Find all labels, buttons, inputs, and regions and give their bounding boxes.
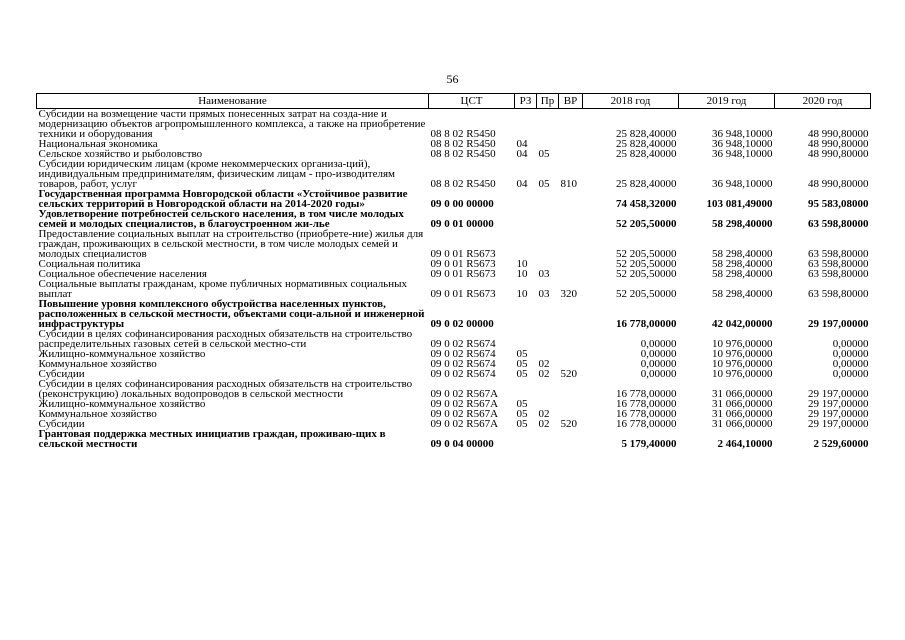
cell-rz: 05: [516, 418, 528, 430]
cell-name: Грантовая поддержка местных инициатив граждан, проживаю-щих в сельской местности: [38, 428, 386, 450]
cell-2018: 52 205,50000: [616, 258, 677, 270]
header-2019: 2019 год: [679, 94, 775, 109]
cell-2018: 25 828,40000: [616, 128, 677, 140]
cell-2020: 63 598,80000: [808, 218, 869, 230]
cell-vr: [559, 149, 583, 159]
cell-rz: 05: [516, 398, 528, 410]
table-row: [37, 329, 871, 349]
cell-2018: 0,00000: [640, 368, 677, 380]
header-cst: ЦСТ: [429, 94, 515, 109]
cell-cst: 09 0 02 R567A: [430, 398, 499, 410]
cell-cst: 09 0 01 R5673: [430, 268, 496, 280]
cell-2019: 103 081,49000: [706, 198, 773, 210]
cell-cst: 09 0 02 R5674: [430, 358, 496, 370]
cell-name: Предоставление социальных выплат на строительство (приобрете-ние) жилья для граждан, проживающих в сельской местности, в том числе молодых семей и молодых специалистов: [38, 228, 424, 260]
cell-cst: 09 0 02 R567A: [430, 388, 499, 400]
cell-name: Государственная программа Новгородской области «Устойчивое развитие сельских территорий в Новгородской области на 2014-2020 годы»: [38, 188, 408, 210]
cell-vr: [559, 229, 583, 259]
cell-pr: 02: [538, 418, 550, 430]
cell-2018: 52 205,50000: [616, 248, 677, 260]
cell-2018: 16 778,00000: [616, 318, 677, 330]
cell-rz: [515, 299, 537, 329]
cell-name: Коммунальное хозяйство: [38, 358, 157, 370]
cell-pr: 05: [538, 148, 550, 160]
cell-pr: 02: [538, 368, 550, 380]
cell-name: Сельское хозяйство и рыболовство: [38, 148, 203, 160]
cell-rz: 04: [516, 138, 528, 150]
cell-2018: 0,00000: [640, 338, 677, 350]
cell-2019: 36 948,10000: [712, 138, 773, 150]
cell-vr: [559, 209, 583, 229]
cell-vr: [559, 429, 583, 449]
cell-vr: [559, 299, 583, 329]
cell-2019: 58 298,40000: [712, 288, 773, 300]
cell-2018: 16 778,00000: [616, 398, 677, 410]
cell-rz: 05: [516, 408, 528, 420]
cell-pr: 03: [538, 268, 550, 280]
cell-cst: 08 8 02 R5450: [430, 148, 496, 160]
cell-name: Социальные выплаты гражданам, кроме публичных нормативных социальных выплат: [38, 278, 407, 300]
cell-pr: [537, 229, 559, 259]
cell-2020: 48 990,80000: [808, 138, 869, 150]
cell-vr: 520: [560, 368, 577, 380]
cell-vr: [559, 329, 583, 349]
cell-vr: 320: [560, 288, 577, 300]
budget-table: [36, 93, 871, 449]
cell-rz: [515, 229, 537, 259]
cell-name: Субсидии в целях софинансирования расходных обязательств на строительство (реконструкцию) локальных водопроводов в сельской местности: [38, 378, 413, 400]
table-header-row: [37, 94, 871, 109]
cell-2019: 58 298,40000: [712, 258, 773, 270]
cell-pr: 02: [538, 408, 550, 420]
cell-2019: 42 042,00000: [712, 318, 773, 330]
cell-pr: [537, 329, 559, 349]
cell-name: Социальное обеспечение населения: [38, 268, 207, 280]
cell-rz: [515, 109, 537, 140]
cell-2018: 0,00000: [640, 358, 677, 370]
cell-rz: [515, 329, 537, 349]
cell-2018: 25 828,40000: [616, 148, 677, 160]
cell-2019: 36 948,10000: [712, 178, 773, 190]
cell-pr: [537, 299, 559, 329]
cell-rz: 10: [516, 258, 528, 270]
cell-2020: 48 990,80000: [808, 178, 869, 190]
cell-2019: 10 976,00000: [712, 358, 773, 370]
table-body: [37, 109, 871, 450]
table-row: [37, 299, 871, 329]
cell-vr: [559, 349, 583, 359]
header-2020: 2020 год: [775, 94, 871, 109]
cell-2018: 25 828,40000: [616, 138, 677, 150]
cell-rz: [515, 209, 537, 229]
page-number: 56: [446, 72, 459, 86]
cell-cst: 09 0 01 00000: [430, 218, 494, 230]
cell-cst: 09 0 04 00000: [430, 438, 494, 450]
cell-2018: 52 205,50000: [616, 218, 677, 230]
header-pr: Пр: [537, 94, 559, 109]
cell-cst: 09 0 02 R5674: [430, 338, 496, 350]
table-row: [37, 159, 871, 189]
cell-2018: 16 778,00000: [616, 418, 677, 430]
cell-vr: 810: [560, 178, 577, 190]
cell-vr: [559, 269, 583, 279]
cell-cst: 08 8 02 R5450: [430, 178, 496, 190]
cell-rz: 05: [516, 368, 528, 380]
table-row: [37, 189, 871, 209]
table-row: [37, 379, 871, 399]
header-vr: ВР: [559, 94, 583, 109]
cell-2020: 63 598,80000: [808, 258, 869, 270]
cell-cst: 09 0 01 R5673: [430, 248, 496, 260]
cell-vr: [559, 259, 583, 269]
cell-2019: 58 298,40000: [712, 268, 773, 280]
cell-2019: 58 298,40000: [712, 218, 773, 230]
cell-rz: 05: [516, 348, 528, 360]
cell-vr: [559, 399, 583, 409]
cell-name: Субсидии юридическим лицам (кроме некоммерческих организа-ций), индивидуальным предпринимателям, физическим лицам - про-изводителям товаров, работ, услуг: [38, 158, 396, 190]
cell-pr: [537, 429, 559, 449]
cell-pr: 02: [538, 358, 550, 370]
cell-name: Удовлетворение потребностей сельского населения, в том числе молодых семей и молодых специалистов, в благоустроенном жи-лье: [38, 208, 404, 230]
cell-name: Субсидии: [38, 418, 85, 430]
cell-2018: 74 458,32000: [616, 198, 677, 210]
cell-pr: 03: [538, 288, 550, 300]
table-row: [37, 209, 871, 229]
cell-2018: 5 179,40000: [621, 438, 677, 450]
cell-2019: 31 066,00000: [712, 408, 773, 420]
cell-2020: 29 197,00000: [808, 318, 869, 330]
table-row: [37, 279, 871, 299]
cell-pr: 05: [538, 178, 550, 190]
header-rz: РЗ: [515, 94, 537, 109]
cell-name: Субсидии на возмещение части прямых понесенных затрат на созда-ние и модернизацию объектов агропромышленного комплекса, а также на приобретение техники и оборудования: [38, 108, 426, 140]
cell-rz: 10: [516, 288, 528, 300]
cell-2019: 10 976,00000: [712, 348, 773, 360]
cell-cst: 09 0 02 00000: [430, 318, 494, 330]
cell-rz: 04: [516, 178, 528, 190]
cell-2020: 0,00000: [832, 358, 869, 370]
cell-name: Социальная политика: [38, 258, 141, 270]
cell-2019: 36 948,10000: [712, 148, 773, 160]
cell-2018: 52 205,50000: [616, 288, 677, 300]
cell-pr: [537, 109, 559, 140]
cell-2019: 31 066,00000: [712, 388, 773, 400]
table-row: [37, 109, 871, 140]
cell-vr: [559, 189, 583, 209]
cell-pr: [537, 189, 559, 209]
cell-2018: 52 205,50000: [616, 268, 677, 280]
cell-2020: 0,00000: [832, 338, 869, 350]
cell-2018: 16 778,00000: [616, 388, 677, 400]
header-2018: 2018 год: [583, 94, 679, 109]
cell-2020: 0,00000: [832, 368, 869, 380]
cell-cst: 09 0 01 R5673: [430, 258, 496, 270]
cell-cst: 09 0 01 R5673: [430, 288, 496, 300]
cell-2020: 63 598,80000: [808, 288, 869, 300]
cell-2019: 2 464,10000: [717, 438, 773, 450]
cell-2020: 95 583,08000: [808, 198, 869, 210]
cell-2020: 29 197,00000: [808, 408, 869, 420]
cell-rz: [515, 189, 537, 209]
cell-2020: 48 990,80000: [808, 148, 869, 160]
cell-2018: 0,00000: [640, 348, 677, 360]
table-row: [37, 229, 871, 259]
cell-cst: 09 0 02 R567A: [430, 408, 499, 420]
cell-rz: [515, 429, 537, 449]
cell-cst: 09 0 00 00000: [430, 198, 494, 210]
cell-2019: 31 066,00000: [712, 418, 773, 430]
cell-2020: 29 197,00000: [808, 388, 869, 400]
cell-2019: 10 976,00000: [712, 338, 773, 350]
cell-rz: [515, 379, 537, 399]
cell-2020: 0,00000: [832, 348, 869, 360]
cell-pr: [537, 209, 559, 229]
cell-cst: 09 0 02 R5674: [430, 368, 496, 380]
table-row: [37, 429, 871, 449]
cell-name: Жилищно-коммунальное хозяйство: [38, 398, 206, 410]
cell-2020: 2 529,60000: [813, 438, 869, 450]
cell-rz: 05: [516, 358, 528, 370]
cell-vr: [559, 139, 583, 149]
cell-vr: [559, 379, 583, 399]
cell-name: Субсидии: [38, 368, 85, 380]
cell-2018: 25 828,40000: [616, 178, 677, 190]
cell-2020: 29 197,00000: [808, 418, 869, 430]
cell-2019: 31 066,00000: [712, 398, 773, 410]
cell-name: Повышение уровня комплексного обустройства населенных пунктов, расположенных в сельской местности, объектами соци-альной и инженерной инфраструктуры: [38, 298, 425, 330]
cell-2019: 10 976,00000: [712, 368, 773, 380]
cell-vr: [559, 109, 583, 140]
cell-vr: 520: [560, 418, 577, 430]
cell-rz: 04: [516, 148, 528, 160]
cell-cst: 08 8 02 R5450: [430, 128, 496, 140]
cell-2020: 29 197,00000: [808, 398, 869, 410]
cell-2020: 63 598,80000: [808, 248, 869, 260]
cell-2019: 58 298,40000: [712, 248, 773, 260]
cell-2019: 36 948,10000: [712, 128, 773, 140]
header-name: Наименование: [37, 94, 429, 109]
cell-name: Национальная экономика: [38, 138, 158, 150]
cell-2018: 16 778,00000: [616, 408, 677, 420]
cell-cst: 09 0 02 R567A: [430, 418, 499, 430]
cell-cst: 09 0 02 R5674: [430, 348, 496, 360]
cell-pr: [537, 379, 559, 399]
cell-cst: 08 8 02 R5450: [430, 138, 496, 150]
cell-2020: 48 990,80000: [808, 128, 869, 140]
cell-name: Жилищно-коммунальное хозяйство: [38, 348, 206, 360]
cell-2020: 63 598,80000: [808, 268, 869, 280]
cell-name: Коммунальное хозяйство: [38, 408, 157, 420]
cell-rz: 10: [516, 268, 528, 280]
cell-name: Субсидии в целях софинансирования расходных обязательств на строительство распределительных газовых сетей в сельской местно-сти: [38, 328, 413, 350]
